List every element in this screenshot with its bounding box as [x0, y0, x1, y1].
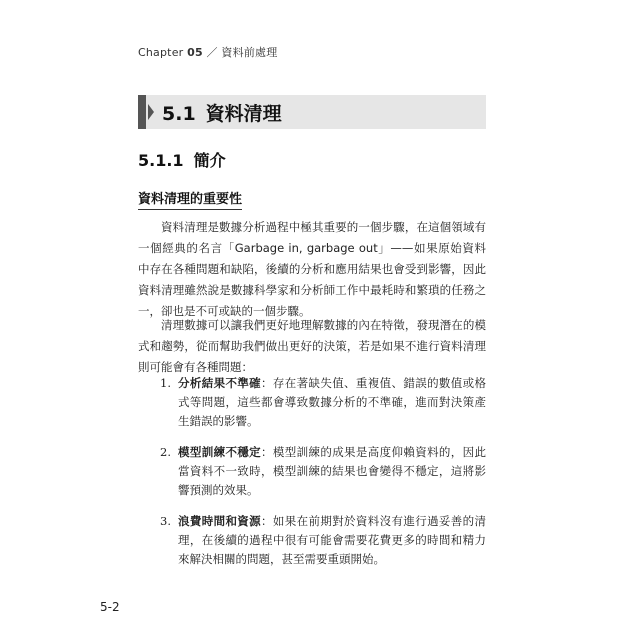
issues-list [160, 374, 486, 581]
chapter-title: 資料前處理 [221, 46, 278, 59]
list-item [160, 374, 486, 431]
subsection-number: 5.1.1 [138, 151, 184, 170]
paragraph-2: 清理數據可以讓我們更好地理解數據的內在特徵，發現潛在的模式和趨勢，從而幫助我們做出更好的決策，若是如果不進行資料清理則可能會有各種問題： [138, 318, 486, 374]
section-marker [138, 95, 146, 129]
list-item [160, 443, 486, 500]
section-heading-bar [138, 95, 486, 129]
subsection-title [138, 148, 226, 171]
section-title [162, 99, 282, 126]
list-index: 1. [160, 376, 171, 390]
running-header [138, 44, 277, 60]
chapter-label: Chapter [138, 46, 184, 59]
list-index: 3. [160, 514, 171, 528]
header-separator: ／ [206, 46, 218, 59]
chapter-number: 05 [187, 46, 203, 59]
list-term: 浪費時間和資源 [178, 514, 262, 528]
section-number: 5.1 [162, 103, 196, 125]
list-term: 模型訓練不穩定 [178, 445, 262, 459]
list-text: ：模型訓練的成果是高度仰賴資料的，因此當資料不一致時，模型訓練的結果也會變得不穩定，這將影響預測的效果。 [178, 445, 487, 497]
list-text: ：如果在前期對於資料沒有進行過妥善的清理，在後續的過程中很有可能會需要花費更多的時間和精力來解決相關的問題，甚至需要重頭開始。 [178, 514, 487, 566]
paragraph-1: 資料清理是數據分析過程中極其重要的一個步驟，在這個領域有一個經典的名言「Garbage in, garbage out」——如果原始資料中存在各種問題和缺陷，後續的分析和應用結果也會受到影響，因此資料清理雖然說是數據科學家和分析師工作中最耗時和繁瑣的任務之一，卻也是不可或缺的一個步驟。 [138, 220, 486, 318]
topic-heading: 資料清理的重要性 [138, 188, 242, 210]
section-arrow-icon [148, 104, 154, 120]
page-number: 5-2 [100, 600, 120, 614]
section-title-text: 資料清理 [205, 103, 282, 125]
list-item [160, 512, 486, 569]
subsection-title-text: 簡介 [193, 151, 226, 170]
list-text: ：存在著缺失值、重複值、錯誤的數值或格式等問題，這些都會導致數據分析的不準確，進而對決策產生錯誤的影響。 [178, 376, 487, 428]
list-term: 分析結果不準確 [178, 376, 262, 390]
list-index: 2. [160, 445, 171, 459]
